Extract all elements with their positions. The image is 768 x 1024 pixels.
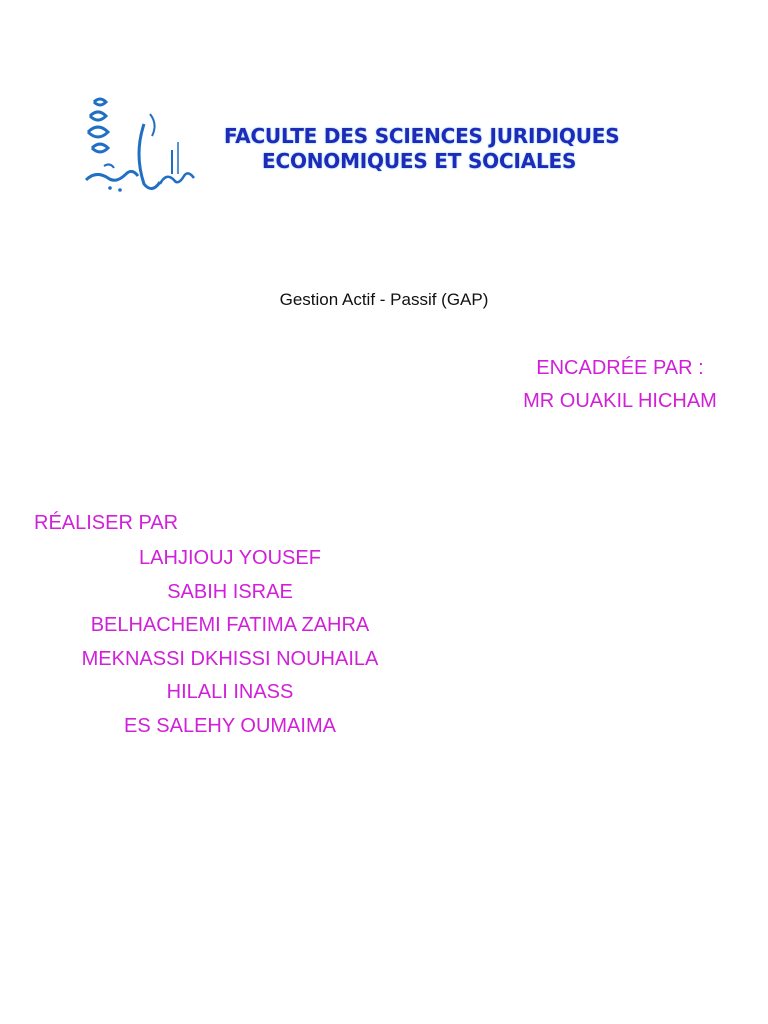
supervisor-name: MR OUAKIL HICHAM (523, 390, 717, 412)
document-title: Gestion Actif - Passif (GAP) (279, 290, 489, 309)
authors-label: RÉALISER PAR (34, 512, 179, 534)
author-name: HILALI INASS (166, 681, 294, 703)
universite-ibn-tofail-logo-icon (80, 94, 200, 198)
author-name: MEKNASSI DKHISSI NOUHAILA (81, 647, 379, 670)
faculty-name (214, 124, 654, 174)
faculty-name-line-2: ECONOMIQUES ET SOCIALES (262, 149, 577, 173)
author-name: LAHJIOUJ YOUSEF (139, 547, 321, 569)
author-name: SABIH ISRAE (167, 580, 293, 603)
faculty-name-line-1: FACULTE DES SCIENCES JURIDIQUES (224, 124, 620, 148)
university-logo (80, 94, 200, 198)
supervisor-label: ENCADRÉE PAR : (536, 357, 704, 379)
authors-list (30, 542, 430, 743)
author-name: ES SALEHY OUMAIMA (124, 714, 336, 737)
author-name: BELHACHEMI FATIMA ZAHRA (90, 614, 370, 636)
supervisor-block (480, 352, 760, 418)
